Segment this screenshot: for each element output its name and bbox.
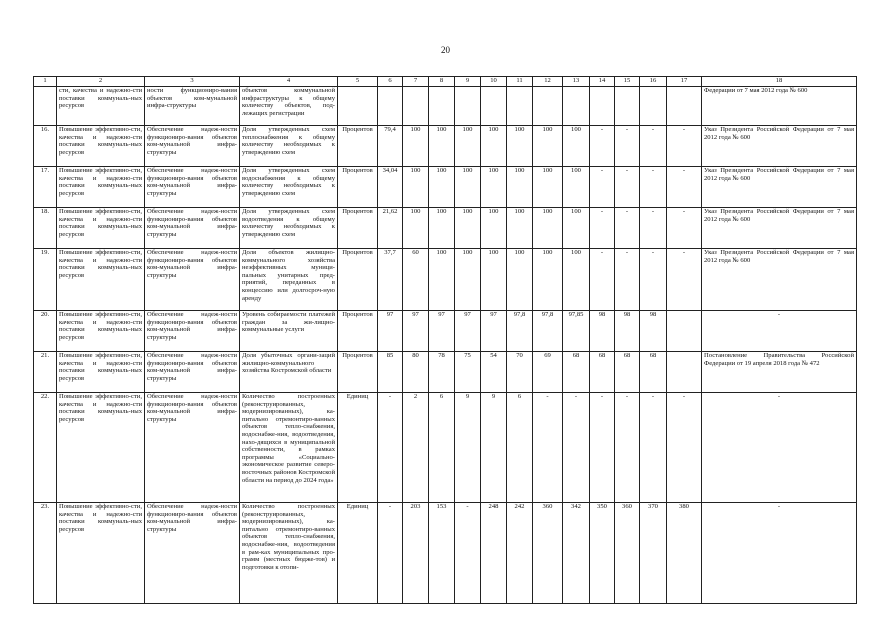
value-cell: 54 [481,352,507,393]
goal-cell: сти, качества и надежно-сти поставки коммуналь-ных ресурсов [57,87,145,126]
col-header: 9 [455,77,481,87]
value-cell: 100 [481,249,507,311]
value-cell: 9 [481,393,507,503]
basis-cell: Указ Президента Российской Федерации от 7 мая 2012 года № 600 [702,208,857,249]
value-cell: - [378,393,403,503]
value-cell [481,87,507,126]
value-cell: 100 [533,167,563,208]
basis-cell: Указ Президента Российской Федерации от 7 мая 2012 года № 600 [702,126,857,167]
value-cell: 100 [507,249,533,311]
goal-cell: Повышение эффективно-сти, качества и надежно-сти поставки коммуналь-ных ресурсов [57,249,145,311]
value-cell: 6 [429,393,455,503]
task-cell: Обеспечение надеж-ности функциониро-вания объектов ком-мунальной инфра-структуры [145,352,240,393]
indicator-cell: Доля объектов жилищно-коммунального хозяйства неэффективных муници-пальных унитарных пред-приятий, переданных в концессию или долгосроч-ную аренду [240,249,338,311]
value-cell: 9 [455,393,481,503]
value-cell: - [667,167,702,208]
value-cell: - [455,503,481,604]
value-cell: - [640,126,667,167]
value-cell: - [615,167,640,208]
value-cell: 97 [429,311,455,352]
value-cell: 100 [455,208,481,249]
value-cell: 380 [667,503,702,604]
col-header: 5 [338,77,378,87]
table-row [34,352,857,393]
goal-cell: Повышение эффективно-сти, качества и надежно-сти поставки коммуналь-ных ресурсов [57,311,145,352]
unit-cell: Процентов [338,208,378,249]
goal-cell: Повышение эффективно-сти, качества и надежно-сти поставки коммуналь-ных ресурсов [57,167,145,208]
value-cell: - [590,393,615,503]
task-cell: Обеспечение надеж-ности функциониро-вания объектов ком-мунальной инфра-структуры [145,126,240,167]
value-cell: 97,8 [507,311,533,352]
task-cell: Обеспечение надеж-ности функциониро-вания объектов ком-мунальной инфра-структуры [145,503,240,604]
value-cell: 97 [481,311,507,352]
indicator-cell: Уровень собираемости платежей граждан за жи-лищно-коммунальные услуги [240,311,338,352]
value-cell: 100 [563,167,590,208]
value-cell: - [640,167,667,208]
basis-cell: - [702,393,857,503]
col-header: 15 [615,77,640,87]
indicator-cell: Доля утвержденных схем водоснабжения к общему количеству необходимых к утверждению схем [240,167,338,208]
basis-cell: - [702,311,857,352]
col-header: 2 [57,77,145,87]
value-cell: 342 [563,503,590,604]
value-cell: 98 [640,311,667,352]
value-cell: - [590,167,615,208]
task-cell: Обеспечение надеж-ности функциониро-вания объектов ком-мунальной инфра-структуры [145,208,240,249]
table-row [34,249,857,311]
value-cell: 100 [533,208,563,249]
value-cell: 100 [507,167,533,208]
value-cell: 100 [533,126,563,167]
value-cell: 100 [563,126,590,167]
task-cell: Обеспечение надеж-ности функциониро-вания объектов ком-мунальной инфра-структуры [145,311,240,352]
header-row [34,77,857,87]
value-cell: 97,85 [563,311,590,352]
value-cell: 153 [429,503,455,604]
value-cell: 78 [429,352,455,393]
value-cell [455,87,481,126]
row-number: 23. [34,503,57,604]
table-row [34,167,857,208]
value-cell: - [615,126,640,167]
col-header: 3 [145,77,240,87]
unit-cell [338,87,378,126]
value-cell: - [590,126,615,167]
value-cell: - [615,249,640,311]
col-header: 4 [240,77,338,87]
value-cell [403,87,429,126]
value-cell: 68 [640,352,667,393]
value-cell: 34,04 [378,167,403,208]
value-cell [667,352,702,393]
table-row [34,503,857,604]
value-cell: - [667,393,702,503]
value-cell: - [378,503,403,604]
col-header: 16 [640,77,667,87]
value-cell: - [667,249,702,311]
value-cell: 79,4 [378,126,403,167]
col-header: 10 [481,77,507,87]
row-number: 21. [34,352,57,393]
value-cell: 97 [378,311,403,352]
task-cell: ности функциониро-вания объектов ком-мунальной инфра-структуры [145,87,240,126]
value-cell: 360 [533,503,563,604]
value-cell: 100 [507,208,533,249]
unit-cell: Процентов [338,126,378,167]
value-cell: 97,8 [533,311,563,352]
value-cell: - [615,208,640,249]
col-header: 1 [34,77,57,87]
value-cell: - [590,208,615,249]
basis-cell: Указ Президента Российской Федерации от 7 мая 2012 года № 600 [702,249,857,311]
value-cell: 98 [615,311,640,352]
indicator-cell: Количество построенных (реконструированных, модернизированных), ка-питально отремонтиро-ванных объектов тепло-снабжения, водоснабже-ния, водоотведения, нахо-дящихся в муниципальной собственности, в рамках программы «Социально-экономическое развитие северо-восточных районов Костромской области на период до 2024 года» [240,393,338,503]
value-cell: 68 [615,352,640,393]
task-cell: Обеспечение надеж-ности функциониро-вания объектов ком-мунальной инфра-структуры [145,393,240,503]
table-row [34,393,857,503]
value-cell: - [640,249,667,311]
value-cell: - [667,208,702,249]
indicator-cell: Доля утвержденных схем водоотведения к общему количеству необходимых к утверждению схем [240,208,338,249]
basis-cell: Федерации от 7 мая 2012 года № 600 [702,87,857,126]
value-cell: 75 [455,352,481,393]
row-number [34,87,57,126]
row-number: 18. [34,208,57,249]
value-cell: - [590,249,615,311]
value-cell: 100 [429,167,455,208]
value-cell [563,87,590,126]
value-cell: 100 [455,167,481,208]
value-cell: 203 [403,503,429,604]
value-cell: - [563,393,590,503]
table-row [34,126,857,167]
indicator-cell: Доля утвержденных схем теплоснабжения к общему количеству необходимых к утверждению схем [240,126,338,167]
value-cell [590,87,615,126]
value-cell: 69 [533,352,563,393]
goal-cell: Повышение эффективно-сти, качества и надежно-сти поставки коммуналь-ных ресурсов [57,352,145,393]
value-cell: 68 [563,352,590,393]
page-number: 20 [441,45,450,55]
col-header: 7 [403,77,429,87]
value-cell: 100 [403,208,429,249]
value-cell: 80 [403,352,429,393]
indicator-cell: Количество построенных (реконструированных, модернизированных), ка-питально отремонтиро-ванных объектов тепло-снабжения, водоснабже-ния, водоотведения в рам-ках муниципальных про-грамм (местных бюдже-тов) и подготовки к отопи- [240,503,338,604]
value-cell: 350 [590,503,615,604]
row-number: 17. [34,167,57,208]
value-cell: 85 [378,352,403,393]
unit-cell: Единиц [338,393,378,503]
unit-cell: Процентов [338,249,378,311]
value-cell [533,87,563,126]
goal-cell: Повышение эффективно-сти, качества и надежно-сти поставки коммуналь-ных ресурсов [57,503,145,604]
col-header: 11 [507,77,533,87]
table-row [34,87,857,126]
value-cell: 100 [429,208,455,249]
value-cell: 60 [403,249,429,311]
value-cell: 100 [455,249,481,311]
value-cell: 6 [507,393,533,503]
basis-cell: - [702,503,857,604]
unit-cell: Процентов [338,167,378,208]
table-row [34,311,857,352]
value-cell: 100 [403,167,429,208]
value-cell: 100 [563,208,590,249]
value-cell [615,87,640,126]
row-number: 22. [34,393,57,503]
col-header: 12 [533,77,563,87]
value-cell: 70 [507,352,533,393]
col-header: 13 [563,77,590,87]
task-cell: Обеспечение надеж-ности функциониро-вания объектов ком-мунальной инфра-структуры [145,249,240,311]
value-cell [640,87,667,126]
value-cell [667,87,702,126]
goal-cell: Повышение эффективно-сти, качества и надежно-сти поставки коммуналь-ных ресурсов [57,393,145,503]
value-cell: 100 [429,249,455,311]
value-cell: 370 [640,503,667,604]
table-row [34,208,857,249]
value-cell: 100 [481,126,507,167]
value-cell: 242 [507,503,533,604]
value-cell: - [615,393,640,503]
value-cell: 360 [615,503,640,604]
indicator-cell: Доля убыточных органи-заций жилищно-коммунального хозяйства Костромской области [240,352,338,393]
value-cell: 100 [429,126,455,167]
value-cell [378,87,403,126]
goal-cell: Повышение эффективно-сти, качества и надежно-сти поставки коммуналь-ных ресурсов [57,208,145,249]
unit-cell: Процентов [338,311,378,352]
row-number: 16. [34,126,57,167]
value-cell: - [667,126,702,167]
col-header: 14 [590,77,615,87]
col-header: 18 [702,77,857,87]
value-cell: 100 [481,208,507,249]
row-number: 20. [34,311,57,352]
col-header: 6 [378,77,403,87]
value-cell: 68 [590,352,615,393]
value-cell [507,87,533,126]
goal-cell: Повышение эффективно-сти, качества и надежно-сти поставки коммуналь-ных ресурсов [57,126,145,167]
indicator-cell: объектов коммунальной инфраструктуры к общему количеству объектов, под-лежащих регистрации [240,87,338,126]
value-cell: 21,62 [378,208,403,249]
value-cell: - [640,393,667,503]
unit-cell: Единиц [338,503,378,604]
basis-cell: Указ Президента Российской Федерации от 7 мая 2012 года № 600 [702,167,857,208]
unit-cell: Процентов [338,352,378,393]
value-cell [429,87,455,126]
value-cell: 100 [455,126,481,167]
value-cell: 97 [403,311,429,352]
col-header: 8 [429,77,455,87]
indicators-table [33,76,857,604]
basis-cell: Постановление Правительства Российской Федерации от 19 апреля 2018 года № 472 [702,352,857,393]
value-cell: 2 [403,393,429,503]
value-cell: 248 [481,503,507,604]
value-cell: 100 [533,249,563,311]
value-cell: 100 [507,126,533,167]
value-cell: 100 [563,249,590,311]
row-number: 19. [34,249,57,311]
task-cell: Обеспечение надеж-ности функциониро-вания объектов ком-мунальной инфра-структуры [145,167,240,208]
value-cell [667,311,702,352]
value-cell: - [640,208,667,249]
col-header: 17 [667,77,702,87]
value-cell: - [533,393,563,503]
value-cell: 37,7 [378,249,403,311]
value-cell: 100 [481,167,507,208]
value-cell: 98 [590,311,615,352]
value-cell: 97 [455,311,481,352]
value-cell: 100 [403,126,429,167]
